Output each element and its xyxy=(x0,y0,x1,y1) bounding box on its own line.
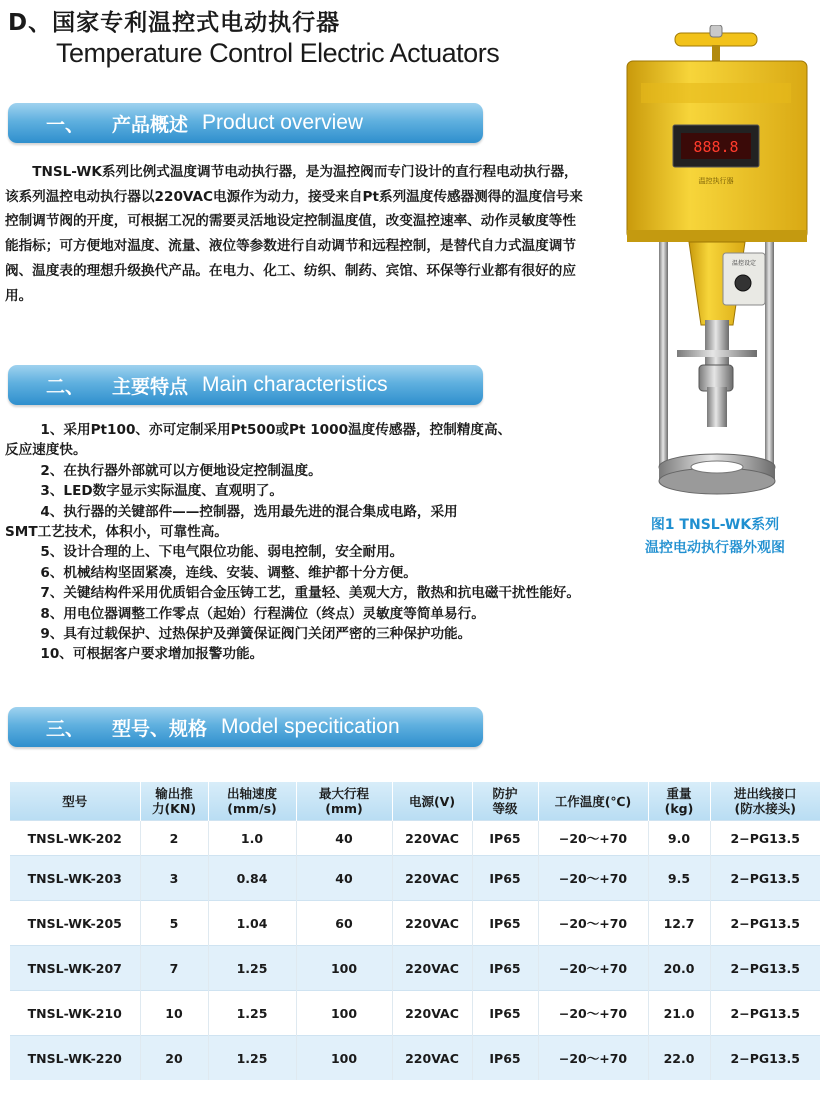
feature-item xyxy=(5,644,725,664)
table-cell: −20～+70 xyxy=(538,856,648,901)
feature-text: 6、机械结构坚固紧凑，连线、安装、调整、维护都十分方便。 xyxy=(40,564,417,581)
table-cell: 2−PG13.5 xyxy=(730,830,800,846)
feature-item xyxy=(5,604,725,624)
table-cell: 100 xyxy=(296,946,392,991)
page-title-en: Temperature Control Electric Actuators xyxy=(56,38,500,68)
section-header-characteristics xyxy=(8,365,483,405)
table-cell: TNSL-WK-210 xyxy=(10,991,140,1036)
table-cell: 1.25 xyxy=(208,946,296,991)
section-title-cn: 型号、规格 xyxy=(112,717,208,740)
table-cell: IP65 xyxy=(472,1036,538,1081)
section-title-cn: 产品概述 xyxy=(112,113,189,136)
table-row xyxy=(10,946,820,991)
section-number: 二、 xyxy=(46,375,85,398)
column-header: 型号 xyxy=(10,782,140,821)
feature-text-continued: 反应速度快。 xyxy=(5,442,87,459)
table-row xyxy=(10,821,820,856)
feature-text: 2、在执行器外部就可以方便地设定控制温度。 xyxy=(40,462,322,479)
table-cell: 3 xyxy=(140,856,208,901)
table-cell: 100 xyxy=(296,991,392,1036)
column-header: 电源(V) xyxy=(392,782,472,821)
table-cell: 20 xyxy=(140,1036,208,1081)
table-cell: IP65 xyxy=(472,991,538,1036)
feature-item xyxy=(5,563,725,583)
table-cell: 5 xyxy=(140,901,208,946)
table-cell: 2−PG13.5 xyxy=(710,946,820,991)
table-cell: 12.7 xyxy=(648,901,710,946)
overview-paragraph: TNSL-WK系列比例式温度调节电动执行器，是为温控阀而专门设计的直行程电动执行器，该系列温控电动执行器以220VAC电源作为动力，接受来自Pt系列温度传感器测得的温度信号来控制调节阀的开度，可根据工况的需要灵活地设定控制温度值，改变温控速率、动作灵敏度等性能指标；可方便地对温度、流量、液位等参数进行自动调节和远程控制，是替代自力式温度调节阀、温度表的理想升级换代产品。在电力、化工、纺织、制药、宾馆、环保等行业都有很好的应用。 xyxy=(5,164,583,304)
table-row xyxy=(10,1036,820,1081)
table-cell: 220VAC xyxy=(392,901,472,946)
feature-text-continued: SMT工艺技术，体积小，可靠性高。 xyxy=(5,524,228,541)
table-cell: 2−PG13.5 xyxy=(730,915,800,931)
table-row xyxy=(10,991,820,1036)
table-cell: 7 xyxy=(140,946,208,991)
table-cell: 2−PG13.5 xyxy=(710,856,820,901)
table-cell: 220VAC xyxy=(392,856,472,901)
table-cell: 9.0 xyxy=(648,821,710,856)
page-title-cn: D、国家专利温控式电动执行器 xyxy=(8,10,341,36)
table-cell: −20～+70 xyxy=(538,946,648,991)
section-header-specification xyxy=(8,707,483,747)
section-title-en: Product overview xyxy=(202,111,364,134)
column-header: 工作温度(℃) xyxy=(538,782,648,821)
feature-text: 4、执行器的关键部件——控制器，选用最先进的混合集成电路，采用 xyxy=(40,503,458,520)
feature-text: 1、采用Pt100、亦可定制采用Pt500或Pt 1000温度传感器，控制精度高、 xyxy=(40,422,512,438)
caption-line: 图1 TNSL-WK系列 xyxy=(650,517,780,533)
feature-item xyxy=(5,624,725,644)
setting-knob-icon xyxy=(735,275,751,291)
section-title-en: Model specitication xyxy=(221,715,400,738)
table-cell: 2 xyxy=(140,821,208,856)
display-digits: 888.8 xyxy=(693,138,739,156)
table-cell: 21.0 xyxy=(648,991,710,1036)
table-cell: 220VAC xyxy=(392,946,472,991)
actuator-product-image xyxy=(615,25,815,505)
column-header: 最大行程 (mm) xyxy=(296,782,392,821)
table-cell: 10 xyxy=(140,991,208,1036)
table-cell: 9.5 xyxy=(648,856,710,901)
table-cell: 22.0 xyxy=(648,1036,710,1081)
table-cell: 1.25 xyxy=(208,1036,296,1081)
column-header: 进出线接口 (防水接头) xyxy=(710,782,820,821)
table-cell: 220VAC xyxy=(392,821,472,856)
section-title-cn: 主要特点 xyxy=(112,375,189,398)
table-cell: 0.84 xyxy=(208,856,296,901)
table-header-row xyxy=(10,782,820,821)
column-header: 重量 (kg) xyxy=(648,782,710,821)
table-cell: 40 xyxy=(296,856,392,901)
table-cell: 220VAC xyxy=(392,991,472,1036)
knob-label: 温控设定 xyxy=(731,260,757,267)
table-cell: −20～+70 xyxy=(538,991,648,1036)
feature-text: 7、关键结构件采用优质铝合金压铸工艺，重量轻、美观大方，散热和抗电磁干扰性能好。 xyxy=(40,585,580,602)
column-header: 出轴速度 (mm/s) xyxy=(208,782,296,821)
table-cell: TNSL-WK-207 xyxy=(10,946,140,991)
table-cell: IP65 xyxy=(472,946,538,991)
section-number: 三、 xyxy=(46,717,85,740)
spec-table xyxy=(10,782,820,1080)
table-cell: 40 xyxy=(296,821,392,856)
table-cell: IP65 xyxy=(472,821,538,856)
table-cell: −20～+70 xyxy=(538,901,648,946)
feature-text: 3、LED数字显示实际温度、直观明了。 xyxy=(40,483,283,500)
column-header: 防护 等级 xyxy=(472,782,538,821)
feature-text: 9、具有过载保护、过热保护及弹簧保证阀门关闭严密的三种保护功能。 xyxy=(40,626,472,643)
table-cell: 20.0 xyxy=(648,946,710,991)
table-cell: TNSL-WK-220 xyxy=(10,1036,140,1081)
feature-text: 10、可根据客户要求增加报警功能。 xyxy=(40,646,264,663)
table-cell: −20～+70 xyxy=(538,821,648,856)
table-cell: TNSL-WK-203 xyxy=(10,856,140,901)
caption-line: 温控电动执行器外观图 xyxy=(645,540,785,556)
table-cell: 2−PG13.5 xyxy=(710,1036,820,1081)
table-cell: IP65 xyxy=(472,856,538,901)
section-title-en: Main characteristics xyxy=(202,373,388,396)
feature-item xyxy=(5,583,725,603)
feature-text: 5、设计合理的上、下电气限位功能、弱电控制，安全耐用。 xyxy=(40,544,404,561)
section-header-overview xyxy=(8,103,483,143)
table-cell: −20～+70 xyxy=(538,1036,648,1081)
table-cell: 100 xyxy=(296,1036,392,1081)
column-header: 输出推 力(KN) xyxy=(140,782,208,821)
table-row xyxy=(10,901,820,946)
figure-caption xyxy=(610,514,820,560)
table-cell: TNSL-WK-205 xyxy=(10,901,140,946)
feature-text: 8、用电位器调整工作零点（起始）行程满位（终点）灵敏度等简单易行。 xyxy=(40,605,485,622)
table-cell: 1.25 xyxy=(208,991,296,1036)
table-cell: 1.0 xyxy=(208,821,296,856)
table-cell: 1.04 xyxy=(208,901,296,946)
table-row xyxy=(10,856,820,901)
display-label: 温控执行器 xyxy=(698,177,734,185)
table-cell: IP65 xyxy=(472,901,538,946)
table-cell: 2−PG13.5 xyxy=(730,1005,800,1021)
table-cell: 60 xyxy=(296,901,392,946)
section-number: 一、 xyxy=(46,113,85,136)
table-cell: TNSL-WK-202 xyxy=(10,821,140,856)
table-cell: 220VAC xyxy=(392,1036,472,1081)
